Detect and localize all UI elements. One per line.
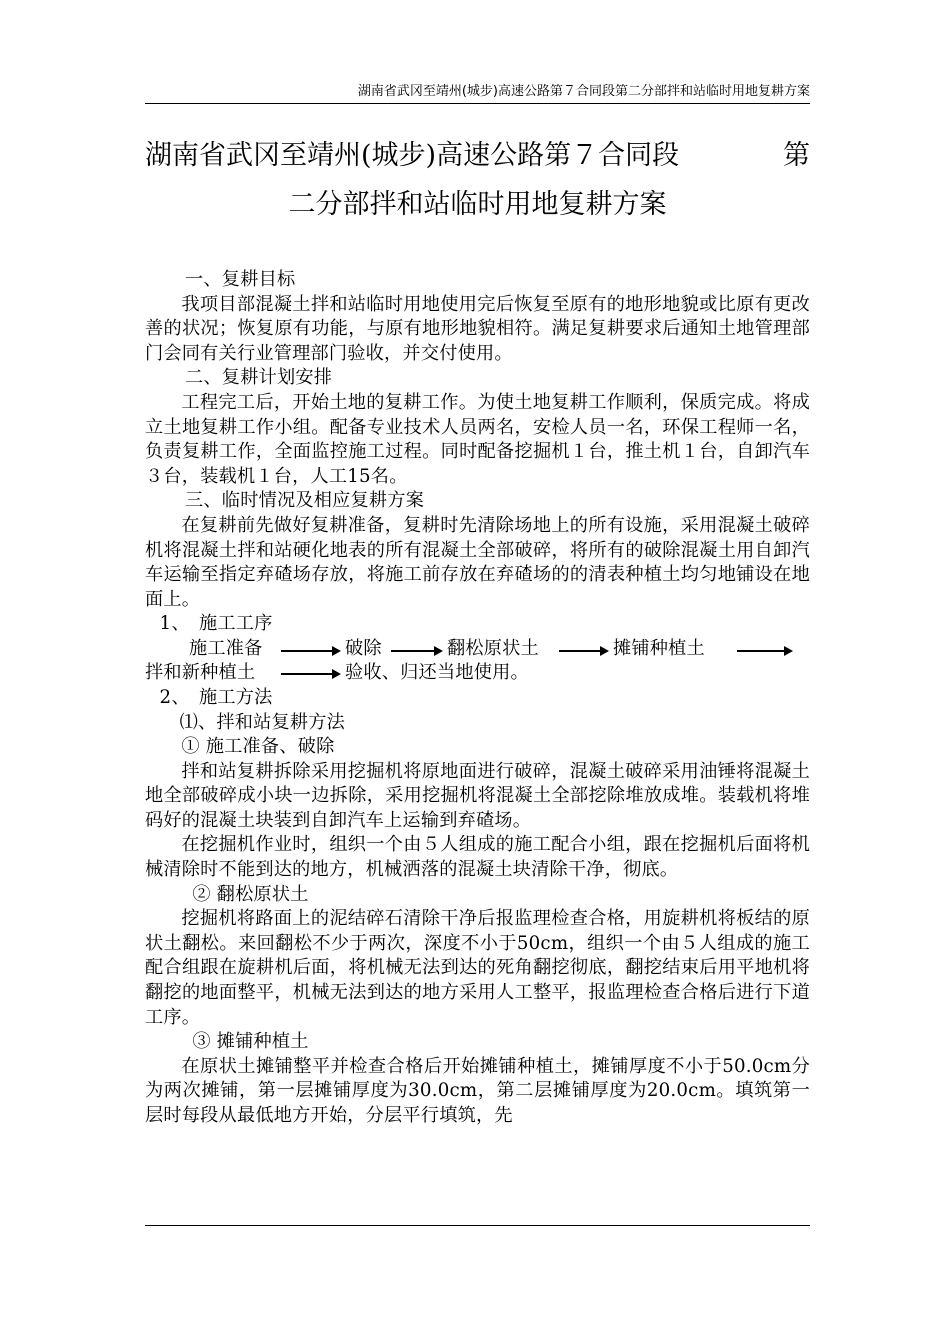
flow-arrow-4 bbox=[737, 650, 791, 652]
section-heading-goal: 一、复耕目标 bbox=[185, 269, 296, 290]
flow-arrow-3 bbox=[559, 650, 607, 652]
title-line1-text: 湖南省武冈至靖州(城步)高速公路第７合同段 bbox=[145, 140, 680, 171]
subsection-heading-method: 2、 施工方法 bbox=[159, 686, 273, 708]
paragraph-spread: 在原状土摊铺整平并检查合格后开始摊铺种植土，摊铺厚度不小于50.0cm分为两次摊铺，第一层摊铺厚度为30.0cm，第二层摊铺厚度为20.0cm。填筑第一层时每段从最低地方开始，分层平行填筑，先 bbox=[145, 1055, 810, 1126]
flow-step-mix: 拌和新种植土 bbox=[145, 661, 256, 683]
flow-arrow-5 bbox=[281, 673, 339, 675]
subsection-heading-process: 1、 施工工序 bbox=[159, 613, 273, 635]
flow-arrow-1 bbox=[281, 650, 339, 652]
paragraph-loosen: 挖掘机将路面上的泥结碎石清除干净后报监理检查合格，用旋耕机将板结的原状土翻松。来回翻松不少于两次，深度不小于50cm，组织一个由５人组成的施工配合组跟在旋耕机后面，将机械无法到达的死角翻挖彻底，翻挖结束后用平地机将翻挖的地面整平，机械无法到达的地方采用人工整平，报监理检查合格后进行下道工序。 bbox=[145, 908, 810, 1028]
document-body bbox=[145, 268, 810, 1129]
title-line1-tail: 第 bbox=[783, 140, 810, 171]
paragraph-demolish-2: 在挖掘机作业时，组织一个由５人组成的施工配合小组，跟在挖掘机后面将机械清除时不能到达的地方，机械洒落的混凝土块清除干净，彻底。 bbox=[145, 834, 810, 881]
document-title-line2: 二分部拌和站临时用地复耕方案 bbox=[288, 189, 667, 220]
flow-step-spread: 摊铺种植土 bbox=[613, 637, 705, 659]
item-heading-demolish: ① 施工准备、破除 bbox=[181, 736, 335, 758]
flow-step-accept: 验收、归还当地使用。 bbox=[345, 661, 529, 683]
item-heading-spread: ③ 摊铺种植土 bbox=[192, 1031, 309, 1053]
paragraph-demolish-1: 拌和站复耕拆除采用挖掘机将原地面进行破碎，混凝土破碎采用油锤将混凝土地全部破碎成小块一边拆除，采用挖掘机将混凝土全部挖除堆放成堆。装载机将堆码好的混凝土块装到自卸汽车上运输到弃碴场。 bbox=[145, 760, 810, 831]
flow-step-prepare: 施工准备 bbox=[189, 637, 263, 659]
process-flow-diagram bbox=[145, 637, 810, 686]
paragraph-scheme: 在复耕前先做好复耕准备，复耕时先清除场地上的所有设施，采用混凝土破碎机将混凝土拌和站硬化地表的所有混凝土全部破碎，将所有的破除混凝土用自卸汽车运输至指定弃碴场存放，将施工前存放在弃碴场的的清表种植土均匀地铺设在地面上。 bbox=[145, 514, 810, 610]
flow-arrow-2 bbox=[391, 650, 441, 652]
subsection-mixing-station: ⑴、拌和站复耕方法 bbox=[179, 711, 346, 733]
section-heading-plan: 二、复耕计划安排 bbox=[185, 367, 333, 389]
flow-step-loosen: 翻松原状土 bbox=[447, 637, 539, 659]
paragraph-goal: 我项目部混凝土拌和站临时用地使用完后恢复至原有的地形地貌或比原有更改善的状况；恢复原有功能，与原有地形地貌相符。满足复耕要求后通知土地管理部门会同有关行业管理部门验收，并交付使用。 bbox=[145, 293, 810, 364]
running-header: 湖南省武冈至靖州(城步)高速公路第７合同段第二分部拌和站临时用地复耕方案 bbox=[145, 80, 810, 104]
footer-rule bbox=[145, 1225, 810, 1226]
item-heading-loosen: ② 翻松原状土 bbox=[192, 883, 309, 905]
section-heading-scheme: 三、临时情况及相应复耕方案 bbox=[185, 490, 425, 512]
flow-step-demolish: 破除 bbox=[345, 637, 382, 659]
paragraph-plan: 工程完工后，开始土地的复耕工作。为使土地复耕工作顺利，保质完成。将成立土地复耕工作小组。配备专业技术人员两名，安检人员一名，环保工程师一名，负责复耕工作，全面监控施工过程。同时配备挖掘机１台，推土机１台，自卸汽车３台，装载机１台，人工15名。 bbox=[145, 391, 810, 487]
document-title-line1 bbox=[145, 133, 810, 172]
